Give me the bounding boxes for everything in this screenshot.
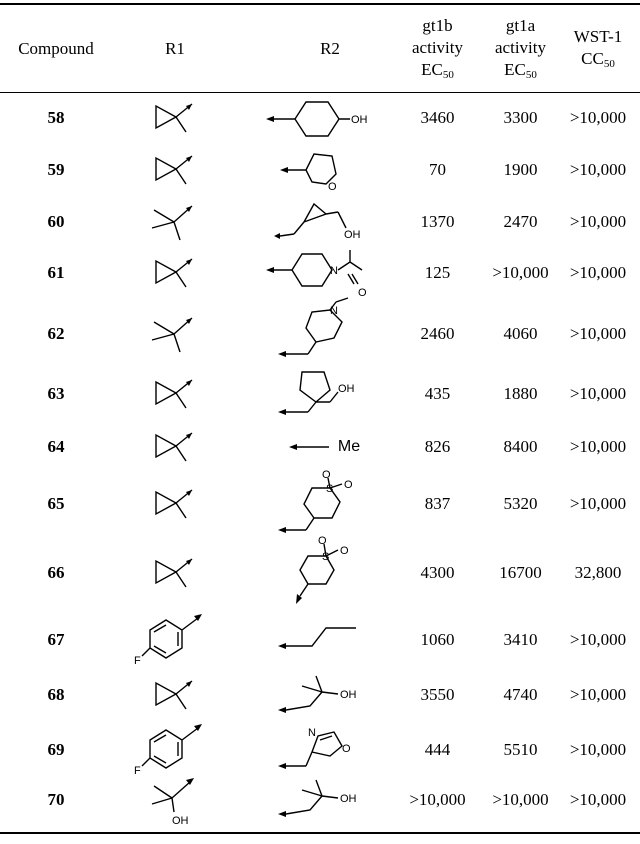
header-rule [0,92,640,93]
header-gt1b [400,15,475,81]
cc50-value-67: >10,000 [569,630,627,649]
gt1b-value-61: 125 [424,263,451,282]
4-fluorophenyl-icon [128,718,208,782]
compound-id-68: 68 [47,685,65,704]
cyclopropyl-icon [150,675,200,715]
s-label: S [326,483,334,495]
header-wst-sub: 50 [603,58,615,70]
header-gt1a-line3 [483,59,558,81]
header-wst-cc: CC [581,49,604,68]
n-butyl-icon [272,616,372,656]
header-r1: R1 [165,39,185,58]
gt1b-value-62: 2460 [420,324,455,343]
gt1a-value-63: 1880 [503,384,538,403]
gt1a-value-66: 16700 [499,563,542,582]
o-label: O [322,469,331,481]
gt1b-value-70: >10,000 [409,790,466,809]
header-gt1a-ec: EC [504,60,526,79]
cc50-value-62: >10,000 [569,324,627,343]
oh-label: OH [351,114,368,126]
compound-id-64: 64 [47,437,65,456]
cyclopropyl-icon [150,253,200,293]
compound-id-70: 70 [47,790,65,809]
compound-id-65: 65 [47,494,65,513]
o-label: O [340,545,349,557]
oh-label: OH [172,815,189,827]
oh-label: OH [338,383,355,395]
acetylpiperidinyl-icon [262,248,380,300]
n-label: N [308,727,316,739]
hydroxymethylcyclopentylmethyl-icon [272,366,380,422]
gt1b-value-67: 1060 [420,630,455,649]
gt1a-value-64: 8400 [503,437,538,456]
header-gt1b-line2: activity [412,38,463,57]
gt1a-value-68: 4740 [503,685,538,704]
gt1b-value-64: 826 [424,437,451,456]
4-fluorophenyl-icon [128,608,208,672]
n-label: N [330,265,338,277]
gt1a-value-65: 5320 [503,494,538,513]
gt1a-value-69: 5510 [503,740,538,759]
gt1b-value-59: 70 [429,160,446,179]
hydroxy-dimethylethyl-icon [272,772,376,824]
gt1b-value-58: 3460 [420,108,455,127]
compound-id-66: 66 [47,563,65,582]
f-label: F [134,655,141,667]
cc50-value-70: >10,000 [569,790,627,809]
cc50-value-69: >10,000 [569,740,627,759]
header-wst-line2 [558,48,638,70]
oh-label: OH [344,229,361,241]
4-hydroxycyclohexyl-icon [262,96,382,142]
cc50-value-64: >10,000 [569,437,627,456]
gt1b-value-69: 444 [424,740,451,759]
header-gt1b-ec: EC [421,60,443,79]
gt1a-value-70: >10,000 [492,790,549,809]
gt1b-value-63: 435 [424,384,451,403]
header-wst [558,26,638,70]
header-gt1b-sub: 50 [442,69,454,81]
gt1a-value-58: 3300 [503,108,538,127]
gt1a-value-62: 4060 [503,324,538,343]
gt1a-value-59: 1900 [503,160,538,179]
gt1b-value-65: 837 [424,494,451,513]
o-label: O [328,181,337,193]
bottom-rule [0,832,640,834]
compound-id-62: 62 [47,324,65,343]
o-label: O [342,743,351,755]
thianedioxide-methyl-icon [272,468,372,540]
cyclopropyl-icon [150,374,200,414]
header-gt1b-line3 [400,59,475,81]
cc50-value-61: >10,000 [569,263,627,282]
header-gt1a-sub: 50 [525,69,537,81]
me-label: Me [337,438,361,455]
cyclopropyl-icon [150,553,200,593]
cyclopropyl-icon [150,150,200,190]
compound-id-59: 59 [47,160,65,179]
header-wst-line1: WST-1 [573,27,623,46]
oxazolylmethyl-icon [272,722,372,778]
gt1a-value-60: 2470 [503,212,538,231]
tert-butyl-icon [148,200,200,244]
cc50-value-68: >10,000 [569,685,627,704]
gt1a-value-61: >10,000 [492,263,549,282]
s-label: S [322,551,330,563]
gt1b-value-60: 1370 [420,212,455,231]
thianedioxide-icon [280,534,370,610]
header-gt1a [483,15,558,81]
gt1a-value-67: 3410 [503,630,538,649]
cyclopropyl-icon [150,484,200,524]
cc50-value-63: >10,000 [569,384,627,403]
gt1b-value-68: 3550 [420,685,455,704]
cc50-value-59: >10,000 [569,160,627,179]
oh-label: OH [340,689,357,701]
compound-id-69: 69 [47,740,65,759]
compound-id-67: 67 [47,630,65,649]
top-rule [0,3,640,5]
gt1b-value-66: 4300 [420,563,455,582]
cc50-value-60: >10,000 [569,212,627,231]
methylpiperidinylmethyl-icon [272,296,372,366]
compound-id-61: 61 [47,263,65,282]
cyclopropyl-icon [150,427,200,467]
o-label: O [318,535,327,547]
header-compound: Compound [18,39,94,58]
compound-id-60: 60 [47,212,65,231]
header-gt1a-line2: activity [495,38,546,57]
header-gt1a-line1: gt1a [505,16,536,35]
header-gt1b-line1: gt1b [422,16,453,35]
hydroxy-isopropyl-icon [146,774,202,830]
hydroxy-dimethylethyl-icon [272,668,376,720]
o-label: O [344,479,353,491]
cc50-value-65: >10,000 [569,494,627,513]
f-label: F [134,765,141,777]
cc50-value-58: >10,000 [569,108,627,127]
cc50-value-66: 32,800 [574,563,622,582]
oh-label: OH [340,793,357,805]
hydroxymethylcyclopropylmethyl-icon [270,194,380,246]
compound-id-63: 63 [47,384,65,403]
compound-id-58: 58 [47,108,65,127]
cyclopropyl-icon [150,98,200,138]
n-label: N [330,305,338,317]
tetrahydrofuranyl-icon [272,146,372,196]
tert-butyl-icon [148,312,200,356]
o-label: O [358,287,367,299]
header-r2: R2 [320,39,340,58]
